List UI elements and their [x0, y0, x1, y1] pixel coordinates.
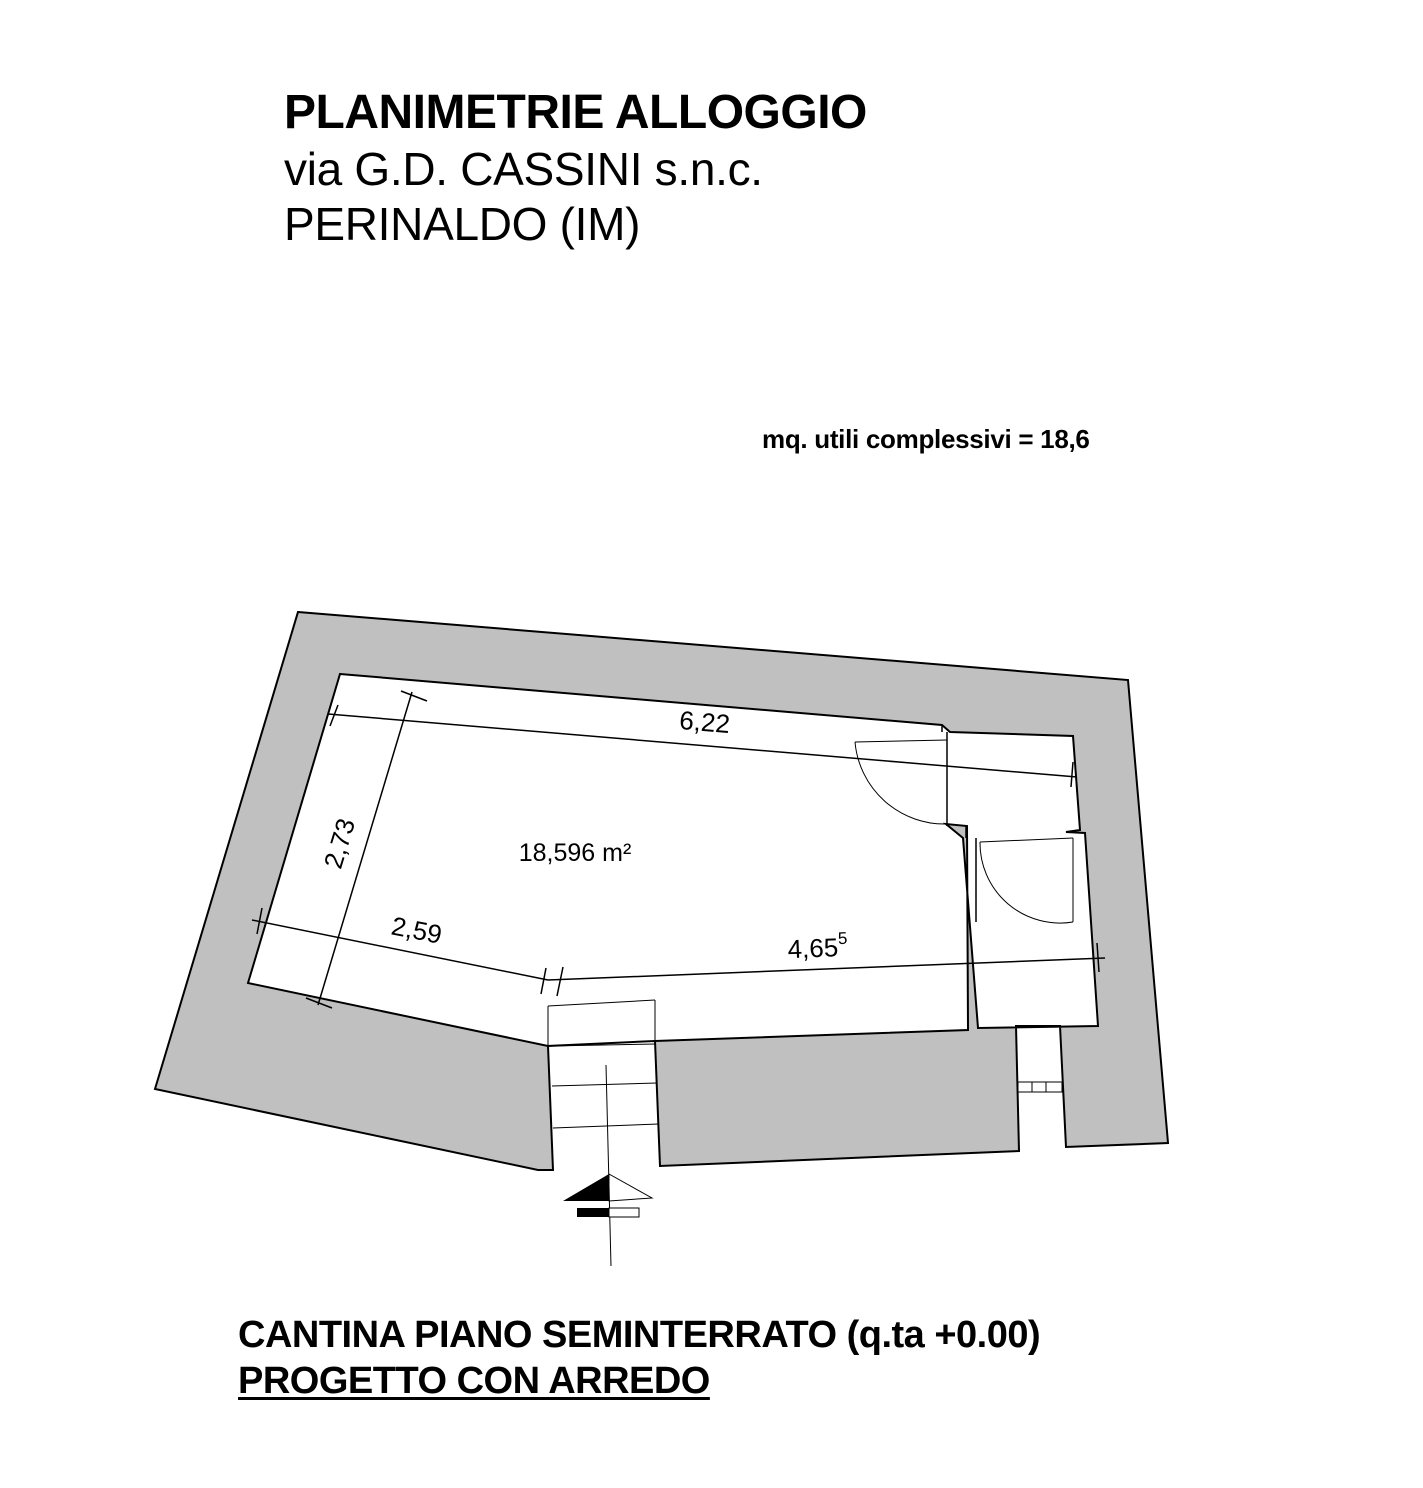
plan-subcaption: PROGETTO CON ARREDO	[238, 1360, 710, 1402]
dim-left-wall: 2,73	[317, 814, 362, 872]
total-area-label: mq. utili complessivi = 18,6	[762, 424, 1090, 454]
vent	[1018, 1082, 1062, 1092]
partition-lines	[942, 725, 976, 922]
plan-title: PLANIMETRIE ALLOGGIO	[284, 86, 867, 139]
entrance-stair	[548, 1000, 659, 1266]
dim-bottom-left: 2,59	[389, 910, 445, 950]
dimension-lines	[252, 691, 1105, 1008]
caption-block	[238, 1312, 1040, 1404]
town-line: PERINALDO (IM)	[284, 198, 641, 250]
dim-bottom-right-sup: 5	[837, 928, 848, 949]
dim-bottom-right-value: 4,65	[787, 932, 839, 965]
wall-mass	[155, 612, 1168, 1170]
plan-caption: CANTINA PIANO SEMINTERRATO (q.ta +0.00)	[238, 1314, 1041, 1356]
door-bath	[980, 838, 1073, 923]
dim-bottom-right	[787, 929, 848, 964]
room-area-label: 18,596 m²	[518, 839, 632, 867]
address-line: via G.D. CASSINI s.n.c.	[284, 143, 763, 195]
door-main	[855, 740, 947, 824]
entrance-arrow-icon	[563, 1174, 652, 1217]
dim-top-wall: 6,22	[678, 704, 732, 740]
